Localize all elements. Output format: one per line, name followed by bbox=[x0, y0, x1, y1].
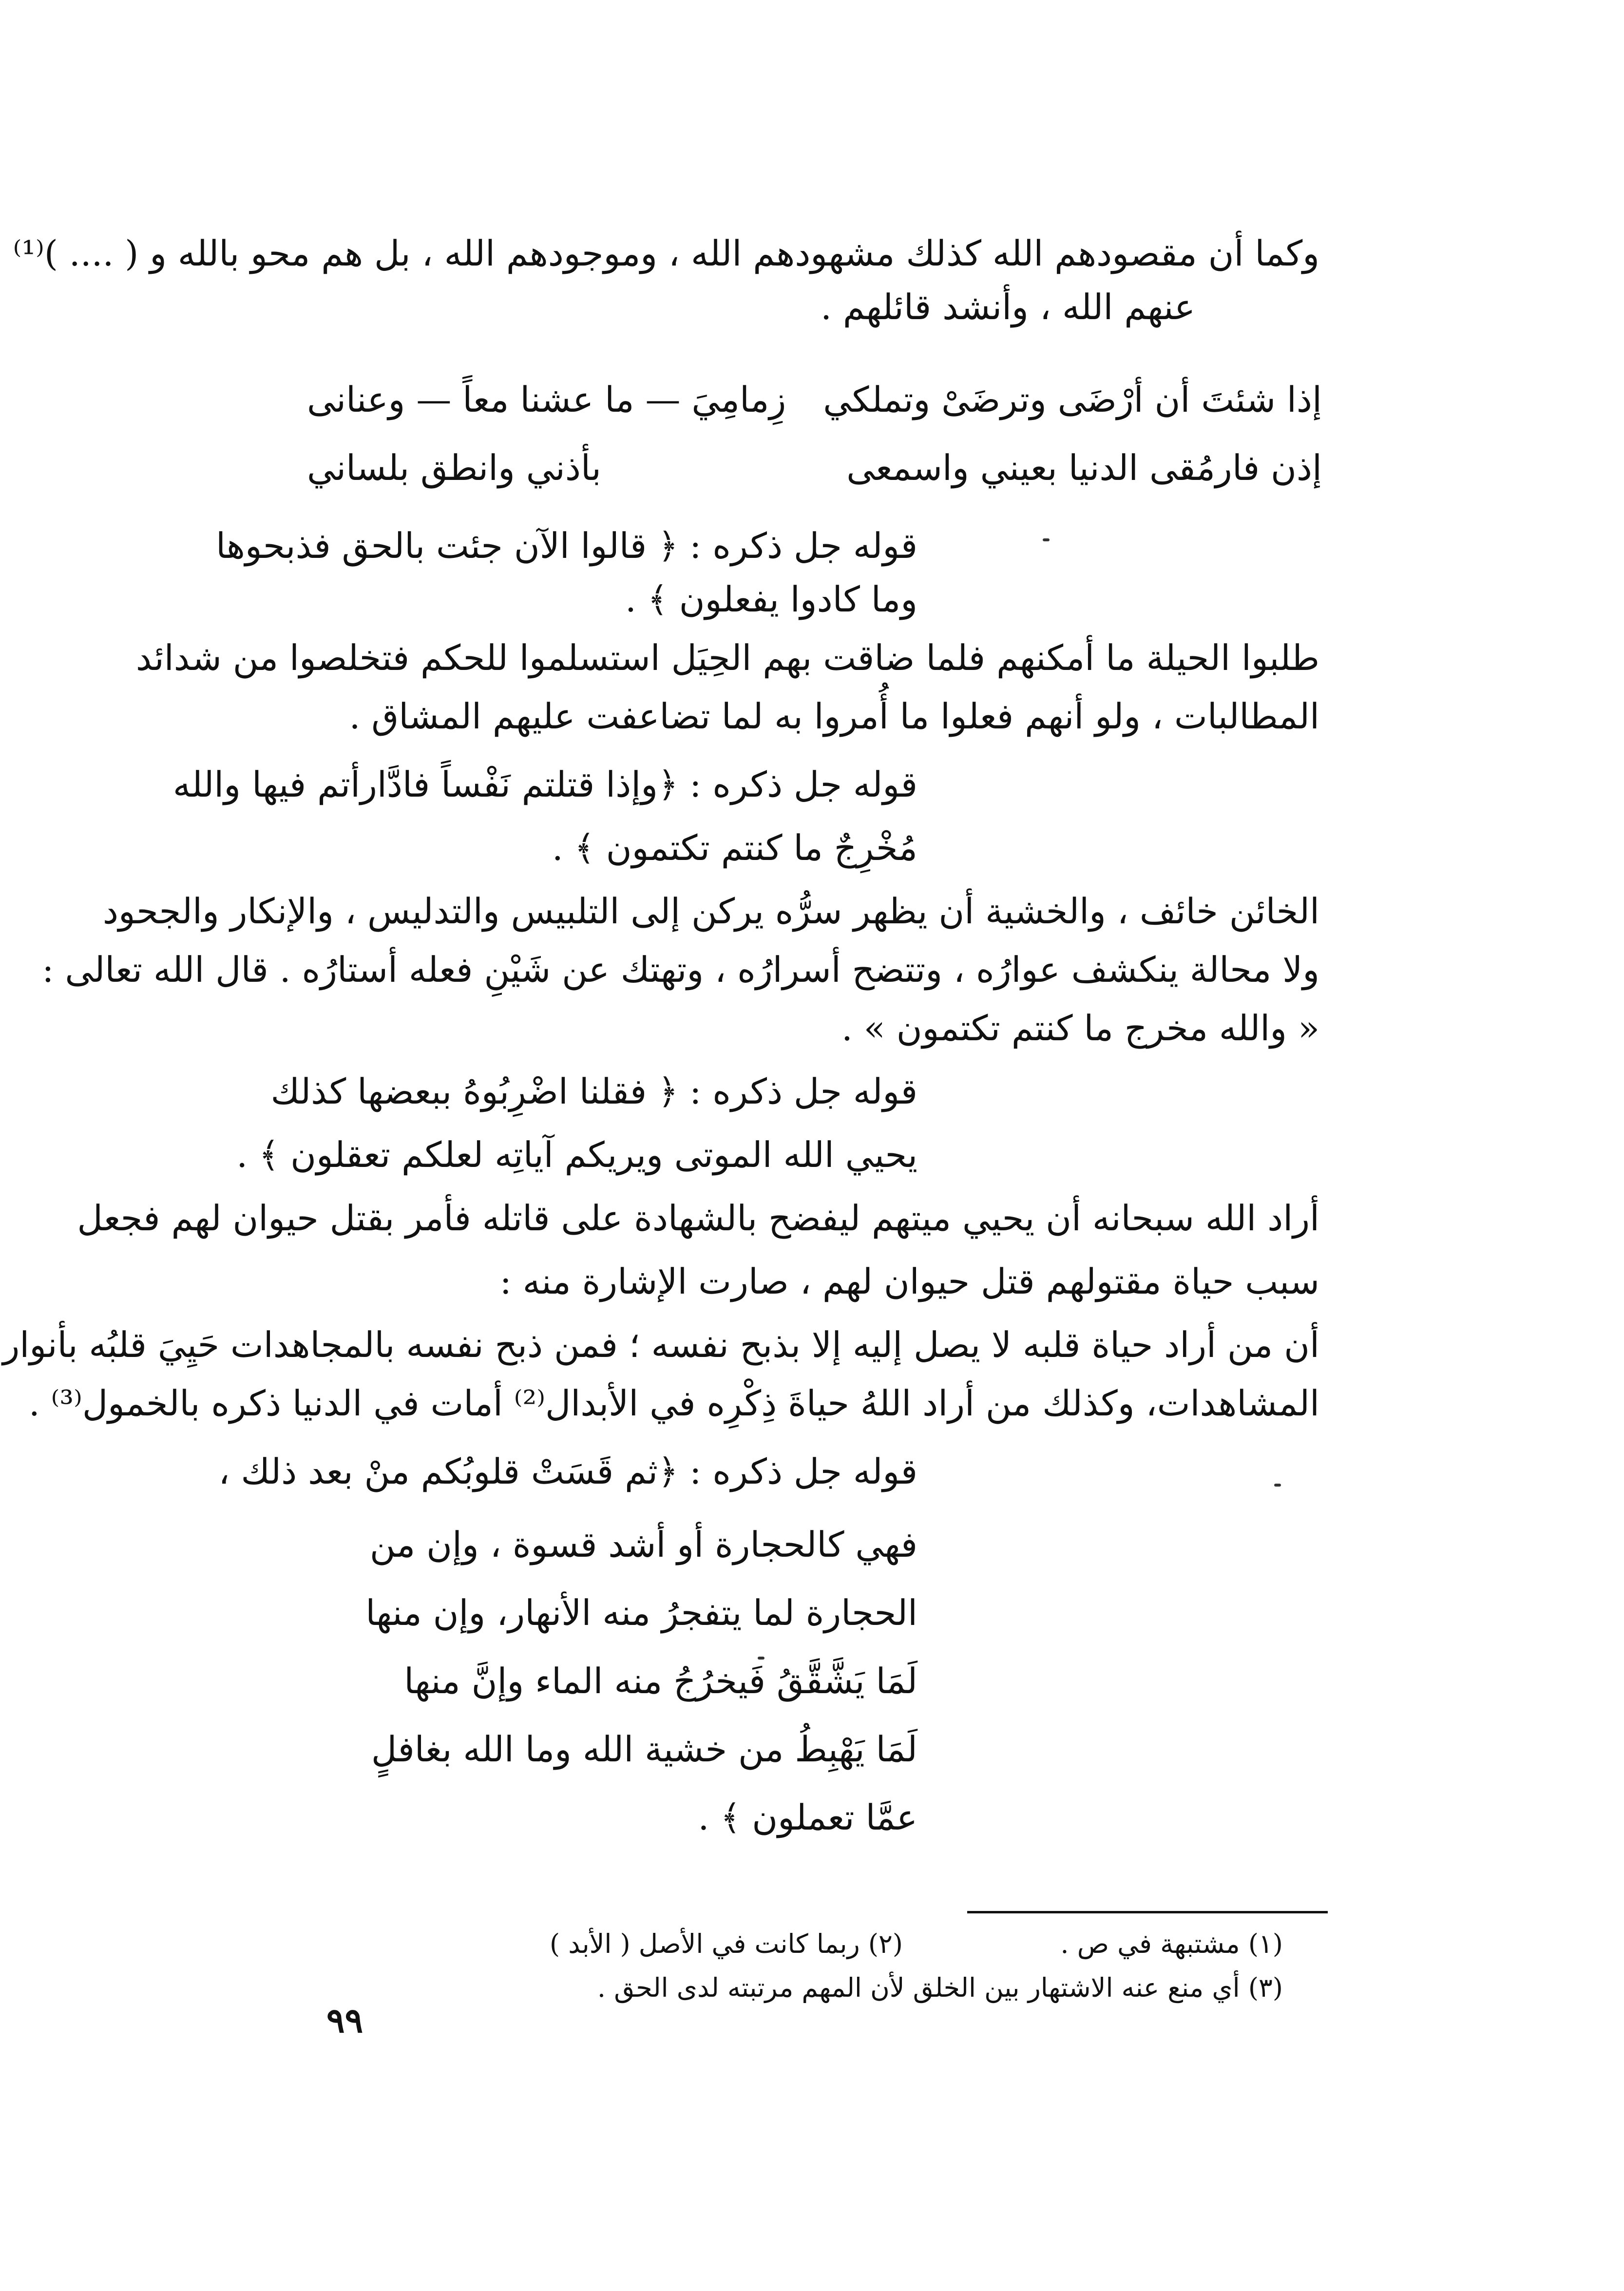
text-line-11: الخائن خائف ، والخشية أن يظهر سرُّه يركن إلى التلبيس والتدليس ، والإنكار والجحود bbox=[102, 891, 1319, 932]
text-line-7: طلبوا الحيلة ما أمكنهم فلما ضاقت بهم الحِيَل استسلموا للحكم فتخلصوا من شدائد bbox=[135, 637, 1319, 678]
text-line-19: المشاهدات، وكذلك من أراد اللهُ حياةَ ذِكْرِه في الأبدال⁽²⁾ أمات في الدنيا ذكره بالخمول⁽³⁾ . bbox=[28, 1383, 1319, 1424]
text-line-8: المطالبات ، ولو أنهم فعلوا ما أُمروا به لما تضاعفت عليهم المشاق . bbox=[349, 696, 1319, 737]
verse-line-1-second: زِمامِيَ — ما عشنا معاً — وعنانى bbox=[307, 379, 786, 420]
text-line-16: أراد الله سبحانه أن يحيي ميتهم ليفضح بالشهادة على قاتله فأمر بقتل حيوان لهم فجعل bbox=[77, 1198, 1319, 1239]
text-line-1: وكما أن مقصودهم الله كذلك مشهودهم الله ، وموجودهم الله ، بل هم محو بالله و ( .... )⁽¹⁾ bbox=[13, 233, 1319, 274]
text-line-24: لَمَا يَهْبِطُ من خشية الله وما الله بغافلٍ bbox=[371, 1729, 917, 1770]
text-line-13: « والله مخرج ما كنتم تكتمون » . bbox=[841, 1008, 1319, 1049]
text-line-21: فهي كالحجارة أو أشد قسوة ، وإن من bbox=[369, 1524, 917, 1565]
text-line-2: عنهم الله ، وأنشد قائلهم . bbox=[821, 286, 1195, 327]
text-line-20: قوله جل ذكره : ﴿ثم قَسَتْ قلوبُكم منْ بعد ذلك ، bbox=[218, 1451, 917, 1492]
text-line-9: قوله جل ذكره : ﴿وإذا قتلتم نَفْساً فادَّارأتم فيها والله bbox=[172, 764, 917, 805]
scan-speck bbox=[1043, 538, 1050, 541]
text-line-10: مُخْرِجٌ ما كنتم تكتمون ﴾ . bbox=[552, 827, 917, 868]
text-line-6: وما كادوا يفعلون ﴾ . bbox=[625, 579, 917, 620]
text-line-18: أن من أراد حياة قلبه لا يصل إليه إلا بذبح نفسه ؛ فمن ذبح نفسه بالمجاهدات حَيِيَ قلبُه بأنوار bbox=[2, 1324, 1319, 1365]
footnote-divider bbox=[967, 1911, 1328, 1913]
verse-line-2-first: إذن فارمُقى الدنيا بعيني واسمعى bbox=[846, 447, 1322, 488]
text-line-12: ولا محالة ينكشف عوارُه ، وتتضح أسرارُه ، وتهتك عن شَيْنِ فعله أستارُه . قال الله تعالى : bbox=[42, 949, 1319, 990]
text-line-25: عمَّا تعملون ﴾ . bbox=[698, 1797, 917, 1838]
text-line-5: قوله جل ذكره : ﴿ قالوا الآن جئت بالحق فذبحوها bbox=[215, 525, 917, 566]
text-line-17: سبب حياة مقتولهم قتل حيوان لهم ، صارت الإشارة منه : bbox=[499, 1261, 1319, 1302]
footnote-1: (١) مشتبهة في ص . bbox=[1060, 1928, 1283, 1959]
text-line-15: يحيي الله الموتى ويريكم آياتِه لعلكم تعقلون ﴾ . bbox=[236, 1134, 917, 1175]
verse-line-1-first: إذا شئتَ أن أرْضَى وترضَىْ وتملكي bbox=[823, 379, 1322, 420]
text-line-22: الحجارة لما يتفجرُ منه الأنهار، وإن منها bbox=[365, 1592, 917, 1633]
scan-speck bbox=[758, 1657, 764, 1660]
footnote-2: (٢) ربما كانت في الأصل ( الأبد ) bbox=[550, 1928, 903, 1959]
scan-speck bbox=[1274, 1484, 1281, 1487]
footnote-3: (٣) أي منع عنه الاشتهار بين الخلق لأن المهم مرتبته لدى الحق . bbox=[597, 1972, 1283, 2003]
page-number: ٩٩ bbox=[326, 2000, 363, 2041]
verse-line-2-second: بأذني وانطق بلساني bbox=[307, 447, 601, 488]
text-line-23: لَمَا يَشَّقَّقُ فَيخرُجُ منه الماء وإنَّ منها bbox=[404, 1661, 917, 1701]
text-line-14: قوله جل ذكره : ﴿ فقلنا اضْرِبُوهُ ببعضها كذلك bbox=[270, 1071, 917, 1112]
